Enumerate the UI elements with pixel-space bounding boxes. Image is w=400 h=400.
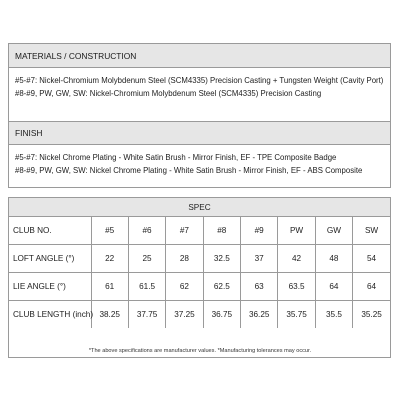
spec-row-length	[9, 301, 390, 329]
spec-header-cell: GW	[315, 217, 352, 245]
spec-cell: 62.5	[203, 273, 240, 301]
spec-section	[8, 197, 391, 358]
spec-cell: 38.25	[91, 301, 128, 329]
spec-cell: 35.5	[315, 301, 352, 329]
materials-section	[8, 43, 391, 125]
spec-cell: 61	[91, 273, 128, 301]
materials-title: MATERIALS / CONSTRUCTION	[9, 44, 390, 68]
spec-header-cell: SW	[353, 217, 390, 245]
spec-header-row	[9, 217, 390, 245]
finish-title: FINISH	[9, 122, 390, 145]
spec-header-cell: #5	[91, 217, 128, 245]
spec-cell: 48	[315, 245, 352, 273]
spec-row-label: LIE ANGLE (°)	[9, 273, 91, 301]
spec-cell: 42	[278, 245, 315, 273]
spec-cell: 61.5	[128, 273, 165, 301]
finish-body	[9, 145, 390, 177]
spec-cell: 62	[166, 273, 203, 301]
materials-body	[9, 68, 390, 100]
spec-header-cell: #6	[128, 217, 165, 245]
spec-cell: 36.75	[203, 301, 240, 329]
spec-header-cell: #7	[166, 217, 203, 245]
spec-header-cell: PW	[278, 217, 315, 245]
spec-cell: 35.75	[278, 301, 315, 329]
spec-cell: 37.75	[128, 301, 165, 329]
spec-header-cell: #9	[241, 217, 278, 245]
spec-cell: 28	[166, 245, 203, 273]
spec-cell: 22	[91, 245, 128, 273]
spec-row-label: LOFT ANGLE (°)	[9, 245, 91, 273]
spec-cell: 36.25	[241, 301, 278, 329]
spec-cell: 37	[241, 245, 278, 273]
spec-cell: 32.5	[203, 245, 240, 273]
spec-row-lie	[9, 273, 390, 301]
spec-header-cell: CLUB NO.	[9, 217, 91, 245]
spec-cell: 63.5	[278, 273, 315, 301]
spec-cell: 63	[241, 273, 278, 301]
spec-cell: 64	[315, 273, 352, 301]
spec-title: SPEC	[9, 198, 390, 217]
spec-row-loft	[9, 245, 390, 273]
materials-line: #8-#9, PW, GW, SW: Nickel-Chromium Molybdenum Steel (SCM4335) Precision Casting	[15, 89, 322, 98]
materials-line: #5-#7: Nickel-Chromium Molybdenum Steel (SCM4335) Precision Casting + Tungsten Weight (Cavity Port)	[15, 76, 384, 85]
spec-cell: 64	[353, 273, 390, 301]
finish-line: #8-#9, PW, GW, SW: Nickel Chrome Plating - White Satin Brush - Mirror Finish, EF - ABS Composite	[15, 166, 363, 175]
spec-header-cell: #8	[203, 217, 240, 245]
finish-line: #5-#7: Nickel Chrome Plating - White Satin Brush - Mirror Finish, EF - TPE Composite Badge	[15, 153, 337, 162]
spec-footnote: *The above specifications are manufacturer values. *Manufacturing tolerances may occur.	[88, 348, 312, 354]
finish-section	[8, 121, 391, 188]
spec-cell: 37.25	[166, 301, 203, 329]
spec-cell: 54	[353, 245, 390, 273]
spec-cell: 25	[128, 245, 165, 273]
spec-row-label: CLUB LENGTH (inch)	[9, 301, 91, 329]
spec-table	[9, 198, 390, 328]
spec-cell: 35.25	[353, 301, 390, 329]
